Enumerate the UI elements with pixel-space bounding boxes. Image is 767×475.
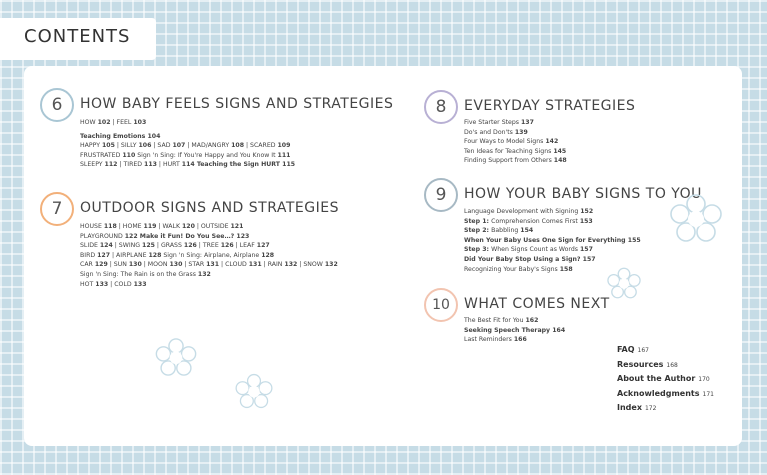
- toc-entry-text: 152: [580, 208, 594, 215]
- toc-entry-text: 131: [206, 261, 220, 269]
- back-matter-page: 170: [698, 376, 710, 383]
- toc-entry-text: Babbling: [491, 227, 521, 235]
- section-number-6: 6: [40, 88, 74, 122]
- toc-entry-text: Did Your Baby Stop Using a Sign?: [464, 255, 583, 263]
- toc-entry-text: HAPPY: [80, 142, 102, 150]
- toc-entry-text: Five Starter Steps: [464, 119, 521, 126]
- toc-entry-text: Recognizing Your Baby's Signs: [464, 265, 560, 273]
- toc-entry-text: Ten Ideas for Teaching Signs: [464, 147, 554, 155]
- toc-entry-text: | STAR: [182, 261, 207, 269]
- toc-entry-text: Do's and Don'ts: [464, 128, 515, 136]
- toc-entry-text: 128: [261, 251, 275, 259]
- toc-entry-text: PLAYGROUND: [80, 232, 125, 240]
- back-matter-item: [617, 358, 714, 373]
- toc-entry: [464, 217, 641, 227]
- toc-entry-text: 132: [324, 261, 338, 269]
- section-entries: [80, 118, 295, 170]
- toc-entry-text: 137: [520, 119, 534, 126]
- toc-entry: [464, 255, 641, 265]
- section-entries: [464, 207, 641, 274]
- back-matter-item: [617, 401, 714, 416]
- toc-entry-text: | TREE: [196, 242, 221, 250]
- toc-entry-text: Last Reminders: [464, 336, 514, 344]
- toc-entry-text: 126: [183, 242, 197, 250]
- toc-entry-text: 148: [553, 157, 567, 165]
- toc-entry-text: | MAD/ANGRY: [185, 142, 232, 150]
- toc-entry-text: Sign 'n Sing: If You're Happy and You Know It: [135, 151, 278, 159]
- toc-entry-text: 130: [169, 261, 183, 269]
- toc-entry-text: | RAIN: [261, 261, 285, 269]
- toc-entry-text: | HURT: [156, 161, 182, 169]
- toc-entry-text: CAR: [80, 261, 95, 269]
- section-heading: WHAT COMES NEXT: [464, 296, 610, 312]
- back-matter-title: Index: [617, 403, 642, 412]
- toc-entry-text: 126: [220, 242, 234, 250]
- toc-entry-text: 109: [277, 142, 291, 150]
- toc-entry-text: | MOON: [141, 261, 170, 269]
- toc-entry-text: 162: [525, 317, 539, 324]
- back-matter-page: 171: [702, 390, 714, 398]
- toc-entry-text: 166: [513, 336, 527, 344]
- toc-entry-text: Language Development with Signing: [464, 208, 581, 215]
- back-matter-item: [617, 372, 714, 387]
- flower-icon: [606, 266, 642, 300]
- toc-entry-text: Seeking Speech Therapy: [464, 326, 553, 334]
- section-heading: EVERYDAY STRATEGIES: [464, 98, 636, 114]
- toc-entry: [80, 141, 295, 151]
- toc-entry-text: 131: [248, 261, 262, 269]
- toc-entry-text: | WALK: [156, 223, 182, 230]
- toc-entry-text: 111: [277, 151, 291, 159]
- toc-entry-text: HOT: [80, 280, 96, 288]
- toc-entry-text: When Your Baby Uses One Sign for Everything: [464, 236, 628, 244]
- section-heading: HOW YOUR BABY SIGNS TO YOU: [464, 186, 702, 202]
- toc-entry: [80, 151, 295, 161]
- toc-entry-text: 119: [143, 223, 157, 230]
- toc-entry-text: 120: [181, 223, 195, 230]
- toc-entry-text: 103: [133, 119, 147, 126]
- toc-entry-text: When Signs Count as Words: [491, 246, 580, 254]
- toc-entry-text: Comprehension Comes First: [491, 217, 580, 225]
- back-matter-title: About the Author: [617, 374, 696, 383]
- toc-entry-text: Teaching Emotions: [80, 132, 148, 140]
- toc-entry-text: 107: [172, 142, 186, 150]
- toc-entry-text: BIRD: [80, 251, 98, 259]
- toc-entry-text: Make it Fun! Do You See…?: [137, 232, 237, 240]
- toc-entry: [80, 241, 338, 251]
- toc-entry-text: 157: [582, 255, 596, 263]
- toc-entry-text: | AIRPLANE: [110, 251, 149, 259]
- toc-entry-text: | COLD: [108, 280, 134, 288]
- back-matter-list: [617, 343, 714, 416]
- toc-entry-text: 132: [197, 270, 211, 278]
- toc-entry-text: Step 1:: [464, 217, 492, 225]
- toc-entry-text: Four Ways to Model Signs: [464, 138, 546, 146]
- toc-entry-text: 121: [230, 223, 244, 230]
- toc-entry: [464, 207, 641, 217]
- flower-icon: [154, 336, 198, 378]
- toc-entry: [464, 156, 567, 166]
- toc-entry-text: 105: [101, 142, 115, 150]
- toc-entry-text: 145: [553, 147, 567, 155]
- toc-entry-text: 124: [99, 242, 113, 250]
- toc-entry-text: 122: [124, 232, 138, 240]
- back-matter-title: FAQ: [617, 345, 635, 354]
- section-entries: [80, 222, 338, 289]
- toc-entry-text: 153: [579, 217, 593, 225]
- toc-entry-text: | FEEL: [110, 119, 134, 126]
- toc-entry: [80, 132, 295, 142]
- toc-entry-text: SLEEPY: [80, 161, 105, 169]
- toc-entry-text: 154: [520, 227, 534, 235]
- toc-entry-text: Step 2:: [464, 227, 492, 235]
- section-heading: HOW BABY FEELS SIGNS AND STRATEGIES: [80, 96, 394, 112]
- toc-entry: [464, 326, 565, 336]
- toc-entry-text: | LEAF: [233, 242, 257, 250]
- toc-entry-text: 118: [103, 223, 117, 230]
- toc-entry-text: The Best Fit for You: [464, 317, 526, 324]
- back-matter-item: [617, 343, 714, 358]
- back-matter-page: 167: [637, 347, 649, 354]
- back-matter-page: 172: [644, 405, 657, 412]
- toc-entry-text: 108: [231, 142, 245, 150]
- back-matter-item: [617, 387, 714, 402]
- toc-entry-text: 127: [97, 251, 111, 259]
- toc-entry: [464, 137, 567, 147]
- section-number-8: 8: [424, 90, 458, 124]
- section-number-9: 9: [424, 178, 458, 212]
- toc-entry: [464, 226, 641, 236]
- toc-entry: [464, 147, 567, 157]
- toc-entry: [80, 270, 338, 280]
- toc-entry-text: 102: [97, 119, 111, 126]
- section-number-7: 7: [40, 192, 74, 226]
- toc-entry-text: 125: [142, 242, 155, 250]
- flower-icon: [668, 192, 724, 244]
- toc-entry-text: 142: [545, 138, 559, 146]
- toc-entry-text: HOUSE: [80, 223, 104, 230]
- toc-entry: [464, 236, 641, 246]
- page-title: CONTENTS: [24, 26, 131, 47]
- toc-entry-text: HOW: [80, 119, 98, 126]
- toc-entry: [80, 222, 338, 232]
- toc-entry: [80, 160, 295, 170]
- toc-entry-text: Finding Support from Others: [464, 157, 554, 165]
- toc-entry-text: 132: [284, 261, 298, 269]
- toc-entry-text: 133: [95, 280, 109, 288]
- toc-entry: [80, 280, 338, 290]
- toc-entry-text: FRUSTRATED: [80, 151, 123, 159]
- toc-entry-text: 127: [256, 242, 270, 250]
- toc-entry-text: | SWING: [112, 242, 143, 250]
- toc-entry-text: 112: [104, 161, 118, 169]
- toc-entry-text: SLIDE: [80, 242, 100, 250]
- back-matter-title: Acknowledgments: [617, 388, 700, 398]
- toc-entry-text: | TIRED: [117, 161, 145, 169]
- toc-entry-text: 123: [236, 232, 250, 240]
- toc-entry-text: Sign 'n Sing: Airplane, Airplane: [161, 251, 262, 259]
- toc-entry: [80, 232, 338, 242]
- section-entries: [464, 316, 565, 345]
- toc-entry-text: 164: [552, 326, 566, 334]
- flower-icon: [234, 372, 274, 410]
- toc-entry-text: 130: [128, 261, 142, 269]
- back-matter-title: Resources: [617, 359, 664, 369]
- section-number-10: 10: [424, 288, 458, 322]
- toc-entry-text: 113: [144, 161, 157, 169]
- toc-entry-text: | GRASS: [154, 242, 184, 250]
- toc-entry-text: 104: [147, 132, 161, 140]
- toc-entry-text: 114: [181, 161, 195, 169]
- toc-entry-text: 157: [579, 246, 593, 254]
- toc-entry-text: 155: [627, 236, 641, 244]
- toc-entry-text: 106: [138, 142, 152, 150]
- toc-entry-text: | SCARED: [244, 142, 278, 150]
- toc-entry: [464, 245, 641, 255]
- toc-entry-text: | OUTSIDE: [194, 223, 231, 230]
- toc-entry: [464, 118, 567, 128]
- toc-entry-text: Sign 'n Sing: The Rain is on the Grass: [80, 270, 198, 278]
- toc-entry-text: 139: [514, 128, 528, 136]
- toc-entry-text: Step 3:: [464, 246, 492, 254]
- section-heading: OUTDOOR SIGNS AND STRATEGIES: [80, 200, 339, 216]
- toc-entry-text: 133: [133, 280, 147, 288]
- toc-entry-text: | SAD: [151, 142, 173, 150]
- toc-entry: [80, 260, 338, 270]
- toc-entry-text: | SILLY: [114, 142, 139, 150]
- toc-entry-text: 129: [94, 261, 108, 269]
- toc-entry: [80, 251, 338, 261]
- toc-entry: [464, 335, 565, 345]
- toc-entry: [80, 118, 295, 128]
- toc-entry-text: | CLOUD: [219, 261, 249, 269]
- toc-entry: [464, 316, 565, 326]
- back-matter-page: 168: [666, 361, 678, 369]
- toc-entry-text: 128: [148, 251, 162, 259]
- section-entries: [464, 118, 567, 166]
- toc-entry-text: | SNOW: [297, 261, 325, 269]
- toc-entry: [464, 128, 567, 138]
- toc-entry-text: 158: [559, 265, 573, 273]
- toc-entry-text: 115: [282, 161, 296, 169]
- toc-entry-text: 110: [122, 151, 136, 159]
- toc-entry-text: | HOME: [116, 223, 144, 230]
- toc-entry-text: Teaching the Sign HURT: [194, 161, 283, 169]
- toc-entry-text: | SUN: [107, 261, 129, 269]
